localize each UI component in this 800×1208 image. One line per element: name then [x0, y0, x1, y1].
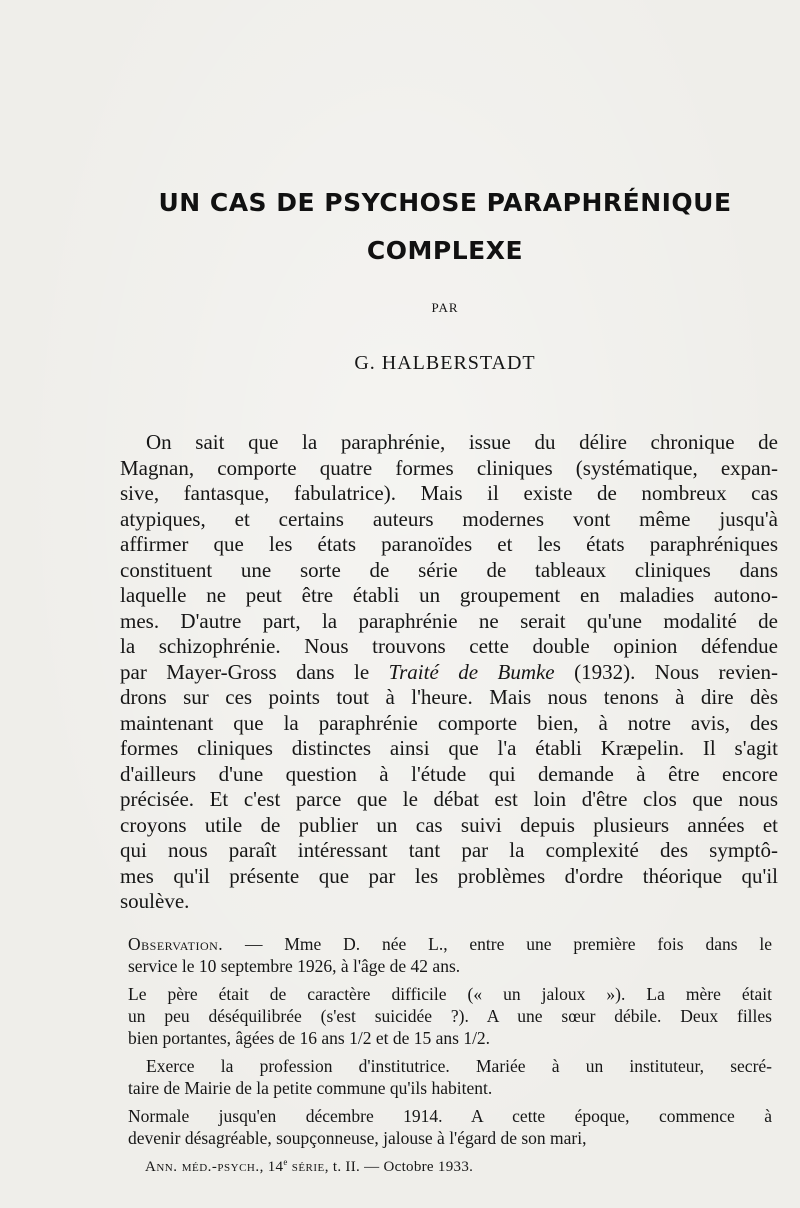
- observation-line: Exerce la profession d'institutrice. Mariée à un instituteur, secré-: [146, 1056, 772, 1076]
- intro-line: précisée. Et c'est parce que le débat est loin d'être clos que nous: [120, 787, 778, 811]
- intro-line: par Mayer-Gross dans le Traité de Bumke (1932). Nous revien-: [120, 659, 778, 684]
- observation-section: [128, 933, 772, 1149]
- intro-line: mes. D'autre part, la paraphrénie ne serait qu'une modalité de: [120, 608, 778, 633]
- article-title-line-2: COMPLEXE: [366, 236, 524, 265]
- observation-line: un peu déséquilibrée (s'est suicidée ?). A une sœur débile. Deux filles: [128, 1006, 772, 1026]
- footer-rest: , t. II. — Octobre 1933.: [324, 1159, 474, 1175]
- intro-line: affirmer que les états paranoïdes et les états paraphréniques: [120, 532, 778, 556]
- observation-line: service le 10 septembre 1926, à l'âge de 42 ans.: [128, 956, 461, 976]
- article-title-line-1: UN CAS DE PSYCHOSE PARAPHRÉNIQUE: [158, 188, 732, 217]
- observation-line: Le père était de caractère difficile (« un jaloux »). La mère était: [128, 984, 772, 1004]
- intro-line: soulève.: [120, 889, 190, 913]
- intro-line: croyons utile de publier un cas suivi depuis plusieurs années et: [120, 812, 778, 837]
- footer-series-num: 14: [267, 1159, 284, 1175]
- intro-line: qui nous paraît intéressant tant par la complexité des symptô-: [120, 838, 778, 862]
- journal-footer: Ann. méd.-psych., 14e série, t. II. — Octobre 1933.: [145, 1157, 474, 1175]
- observation-line: taire de Mairie de la petite commune qu'ils habitent.: [128, 1078, 493, 1098]
- byline-par: PAR: [431, 300, 459, 315]
- intro-paragraph: [120, 430, 778, 915]
- observation-line: Observation. — Mme D. née L., entre une première fois dans le: [128, 934, 772, 954]
- intro-line: maintenant que la paraphrénie comporte bien, à notre avis, des: [120, 710, 778, 735]
- observation-line: Normale jusqu'en décembre 1914. A cette époque, commence à: [128, 1106, 772, 1126]
- intro-line: On sait que la paraphrénie, issue du délire chronique de: [146, 430, 778, 454]
- intro-line: mes qu'il présente que par les problèmes d'ordre théorique qu'il: [120, 863, 778, 888]
- intro-line: laquelle ne peut être établi un groupement en maladies autono-: [120, 583, 778, 607]
- footer-series-sup: e: [283, 1157, 288, 1167]
- intro-line: drons sur ces points tout à l'heure. Mais nous tenons à dire dès: [120, 685, 778, 709]
- footer-series-word: série: [291, 1159, 325, 1175]
- intro-line: constituent une sorte de série de tableaux cliniques dans: [120, 557, 778, 582]
- intro-line: formes cliniques distinctes ainsi que l'a établi Kræpelin. Il s'agit: [120, 736, 778, 760]
- observation-line: bien portantes, âgées de 16 ans 1/2 et de 15 ans 1/2.: [128, 1028, 491, 1048]
- intro-line: Magnan, comporte quatre formes cliniques (systématique, expan-: [120, 455, 778, 480]
- observation-label: Observation.: [128, 934, 224, 954]
- author-name: G. HALBERSTADT: [354, 352, 536, 374]
- observation-line: devenir désagréable, soupçonneuse, jalouse à l'égard de son mari,: [128, 1128, 587, 1148]
- intro-line: atypiques, et certains auteurs modernes vont même jusqu'à: [120, 506, 778, 531]
- intro-line: sive, fantasque, fabulatrice). Mais il existe de nombreux cas: [120, 481, 778, 505]
- footer-journal: Ann. méd.-psych.: [145, 1159, 260, 1175]
- intro-line: d'ailleurs d'une question à l'étude qui demande à être encore: [120, 761, 778, 786]
- intro-line: la schizophrénie. Nous trouvons cette double opinion défendue: [120, 634, 778, 658]
